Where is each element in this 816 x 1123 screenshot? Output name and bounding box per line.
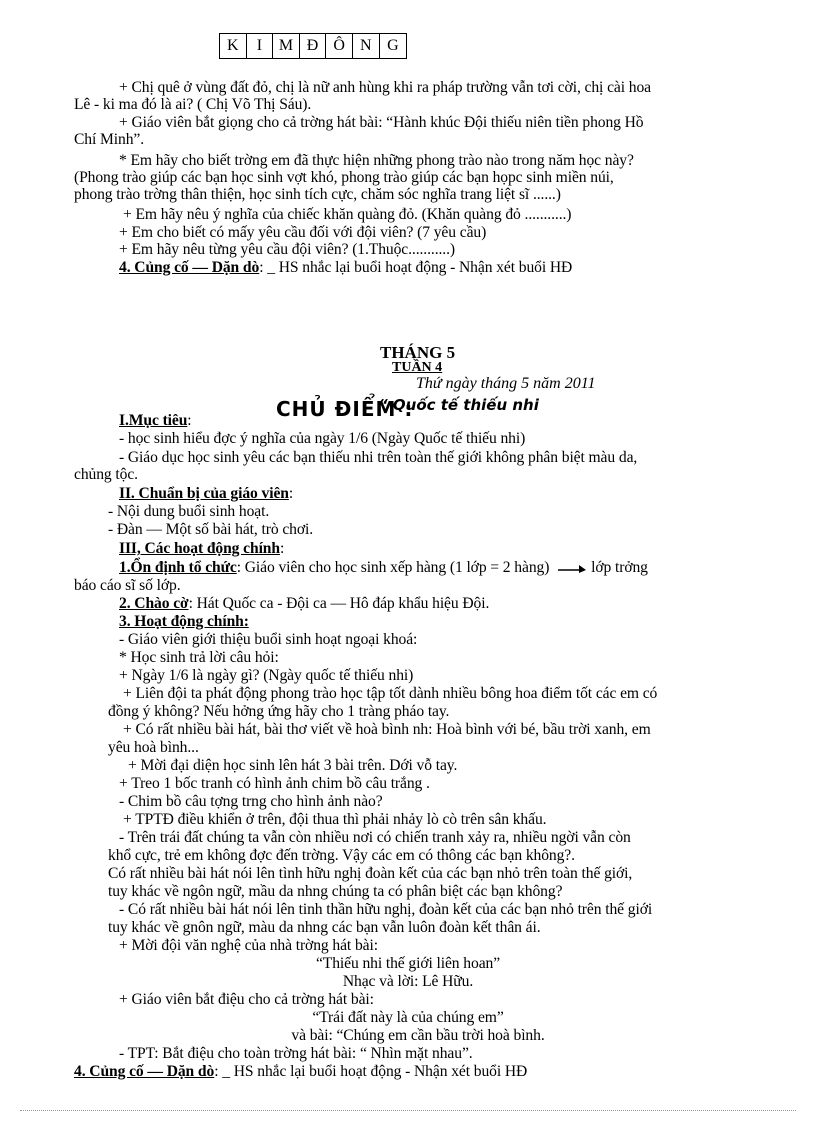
text-line: - Có rất nhiều bài hát nói lên tinh thần hữu nghị, đoàn kết của các bạn nhỏ trên thế giới [119,901,653,918]
step2-line [119,596,489,612]
page-bottom-divider [20,1110,796,1112]
text-line: + Mời đội văn nghệ của nhà trờng hát bài: [119,937,378,954]
step-text: : Hát Quốc ca - Đội ca — Hô đáp khẩu hiệu Đội. [188,595,490,612]
arrow-right-icon [557,562,587,574]
section-heading: 2. Chào cờ [119,595,189,612]
closing-text: : _ HS nhắc lại buổi hoạt động - Nhận xét buổi HĐ [259,259,573,276]
text-line: phong trào trờng thân thiện, học sinh tích cực, chăm sóc nghĩa trang liệt sĩ ......) [74,186,561,203]
letter-cell: Ô [326,34,353,58]
section-heading: 4. Củng cố — Dặn dò [74,1063,215,1080]
text-line: - Giáo dục học sinh yêu các bạn thiếu nhi trên toàn thế giới không phân biệt màu da, [119,449,638,466]
text-line: + Chị quê ở vùng đất đỏ, chị là nữ anh hùng khi ra pháp trường vẫn tơi cời, chị cài hoa [119,79,651,96]
song-title: “Trái đất này là của chúng em” [312,1009,504,1026]
heading-colon: : [279,540,285,557]
closing-text: : _ HS nhắc lại buổi hoạt động - Nhận xét buổi HĐ [214,1063,528,1080]
text-line: + Có rất nhiều bài hát, bài thơ viết về hoà bình nh: Hoà bình với bé, bầu trời xanh, em [123,721,651,738]
text-line: khổ cực, trẻ em không đợc đến trờng. Vậy các em có thông các bạn không?. [108,847,575,864]
objectives-heading-line [119,413,192,429]
text-line: + Liên đội ta phát động phong trào học tập tốt dành nhiều bông hoa điểm tốt các em có [123,685,658,702]
song-title: và bài: “Chúng em cần bầu trời hoà bình. [291,1027,545,1044]
text-line: Có rất nhiều bài hát nói lên tình hữu nghị đoàn kết của các bạn nhỏ trên toàn thế giới, [108,865,633,882]
text-line: Lê - ki ma đó là ai? ( Chị Võ Thị Sáu). [74,96,312,113]
letter-cell: Đ [300,34,327,58]
step1-line [119,560,648,576]
song-author: Nhạc và lời: Lê Hữu. [342,973,474,990]
heading-colon: : [288,485,294,502]
step-text-after: lớp trởng [591,559,648,576]
section-heading: II. Chuẩn bị của giáo viên [119,485,289,502]
section-heading: 3. Hoạt động chính: [119,613,249,630]
text-line: + Mời đại diện học sinh lên hát 3 bài trên. Dới vỗ tay. [128,757,458,774]
text-line: - học sinh hiểu đợc ý nghĩa của ngày 1/6 (Ngày Quốc tế thiếu nhi) [119,430,526,447]
text-line: yêu hoà bình... [108,739,199,756]
text-line: + Em hãy nêu ý nghĩa của chiếc khăn quàng đỏ. (Khăn quàng đỏ ...........) [123,206,572,223]
letter-cell: N [353,34,380,58]
text-line: + Giáo viên bắt giọng cho cả trờng hát bài: “Hành khúc Đội thiếu niên tiền phong Hồ [119,114,644,131]
text-line: Chí Minh”. [74,131,145,148]
text-line: - Nội dung buổi sinh hoạt. [108,503,270,520]
closing-line [119,260,572,276]
text-line: chủng tộc. [74,466,138,483]
text-line: - Chim bồ câu tợng trng cho hình ảnh nào? [119,793,383,810]
text-line: + Giáo viên bắt điệu cho cả trờng hát bài: [119,991,374,1008]
text-line: + Ngày 1/6 là ngày gì? (Ngày quốc tế thiếu nhi) [119,667,414,684]
text-line: - Đàn — Một số bài hát, trò chơi. [108,521,314,538]
letter-cell: G [387,37,399,54]
song-title: “Thiếu nhi thế giới liên hoan” [315,955,501,972]
activities-heading-line [119,541,284,557]
prep-heading-line [119,486,293,502]
text-line: * Học sinh trả lời câu hỏi: [119,649,279,666]
section-heading: III, Các hoạt động chính [119,540,280,557]
text-line: + Treo 1 bốc tranh có hình ảnh chim bồ câu trắng . [119,775,430,792]
text-line: - TPT: Bắt điệu cho toàn trờng hát bài: “ Nhìn mặt nhau”. [119,1045,473,1062]
text-line: + Em hãy nêu từng yêu cầu đội viên? (1.Thuộc...........) [119,241,455,258]
closing-line [74,1064,527,1080]
text-line: + TPTĐ điều khiển ở trên, đội thua thì phải nhảy lò cò trên sân khấu. [123,811,547,828]
step-text: : Giáo viên cho học sinh xếp hàng (1 lớp = 2 hàng) [236,559,550,576]
text-line: * Em hãy cho biết trờng em đã thực hiện những phong trào nào trong năm học này? [119,152,634,169]
theme-label: CHỦ ĐIỂM : [276,397,414,421]
text-line: báo cáo sĩ số lớp. [74,577,181,594]
text-line: + Em cho biết có mấy yêu cầu đối với đội viên? (7 yêu cầu) [119,224,487,241]
text-line: - Trên trái đất chúng ta vẫn còn nhiều nơi có chiến tranh xảy ra, nhiều ngời vẫn còn [119,829,631,846]
week-title: TUẦN 4 [392,360,443,375]
letter-cell: K [220,34,247,58]
letter-cell: M [273,34,300,58]
section-heading: I.Mục tiêu [119,412,188,429]
text-line: đồng ý không? Nếu hởng ứng hãy cho 1 tràng pháo tay. [108,703,450,720]
text-line: - Giáo viên giới thiệu buổi sinh hoạt ngoại khoá: [119,631,418,648]
text-line: (Phong trào giúp các bạn học sinh vợt khó, phong trào giúp các bạn họpc sinh miền núi, [74,169,614,186]
section-heading: 1.Ổn định tổ chức [119,559,237,576]
kim-dong-letter-grid [219,33,407,59]
section-heading: 4. Củng cố — Dặn dò [119,259,260,276]
heading-colon: : [187,412,192,429]
text-line: tuy khác về ngôn ngữ, mầu da nhng chúng ta có phân biệt các bạn không? [108,883,563,900]
date-line: Thứ ngày tháng 5 năm 2011 [416,375,596,392]
month-title: THÁNG 5 [380,343,456,362]
letter-cell: I [247,34,274,58]
theme-title: “ Quốc tế thiếu nhi [378,396,539,414]
text-line: tuy khác về gnôn ngữ, màu da nhng các bạn vẫn luôn đoàn kết thân ái. [108,919,541,936]
